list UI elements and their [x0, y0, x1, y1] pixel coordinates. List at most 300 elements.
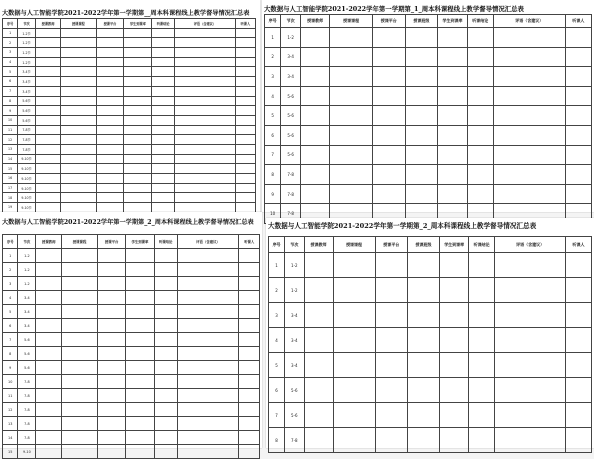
table-cell [493, 47, 565, 67]
table-cell [438, 67, 467, 87]
table-cell: 5-6 [281, 106, 301, 126]
table-cell [440, 303, 469, 328]
table-cell [61, 144, 96, 154]
table-cell [333, 303, 375, 328]
table-cell [177, 403, 239, 417]
table-cell [62, 333, 98, 347]
table-cell [405, 145, 438, 165]
table-cell [61, 154, 96, 164]
table-cell [175, 183, 236, 193]
table-cell: 3-4 [18, 291, 36, 305]
table-cell: 5-6 [285, 378, 304, 403]
table-cell: 3 [269, 303, 285, 328]
table-cell [469, 328, 495, 353]
table-cell [375, 278, 407, 303]
table-cell [62, 403, 98, 417]
table-cell [300, 165, 329, 185]
table-cell [467, 184, 493, 204]
table-cell: 2 [3, 38, 18, 48]
table-cell [175, 57, 236, 67]
table-cell [565, 86, 591, 106]
table-cell [152, 144, 175, 154]
table-cell [235, 174, 255, 184]
table-cell [126, 249, 154, 263]
table-cell [330, 67, 373, 87]
table-cell [61, 77, 96, 87]
table-cell: 5-6 [281, 145, 301, 165]
table-cell: 3-4 [285, 353, 304, 378]
table-row [3, 333, 260, 347]
table-cell [96, 57, 124, 67]
table-cell: 4 [269, 328, 285, 353]
table-row [269, 428, 592, 453]
column-header: 学生到课率 [438, 15, 467, 28]
table-row [3, 417, 260, 431]
table-cell [36, 305, 62, 319]
table-cell: 3-4 [285, 328, 304, 353]
table-cell [333, 378, 375, 403]
table-cell [124, 96, 152, 106]
table-cell [154, 305, 177, 319]
table-cell [438, 184, 467, 204]
table-cell [175, 203, 236, 213]
table-cell: 2 [269, 278, 285, 303]
table-cell [96, 164, 124, 174]
table-cell [300, 125, 329, 145]
table-cell [124, 203, 152, 213]
table-cell [35, 115, 60, 125]
table-cell: 5-6节 [18, 106, 36, 116]
table-cell: 5-6节 [18, 96, 36, 106]
table-cell [154, 431, 177, 445]
table-cell: 5 [3, 67, 18, 77]
table-cell [126, 403, 154, 417]
table-cell [407, 353, 439, 378]
table-cell [152, 154, 175, 164]
table-cell [96, 203, 124, 213]
column-header: 评语（含建议） [493, 15, 565, 28]
table-cell [61, 174, 96, 184]
table-cell: 4 [3, 291, 18, 305]
table-cell [126, 347, 154, 361]
table-cell [62, 277, 98, 291]
table-cell [239, 347, 260, 361]
table-cell [566, 378, 592, 403]
table-cell: 7-8 [281, 184, 301, 204]
table-cell [407, 278, 439, 303]
table-cell [235, 135, 255, 145]
table-cell: 5-6 [281, 86, 301, 106]
table-cell [372, 106, 405, 126]
table-cell [98, 277, 126, 291]
column-header: 听课人 [566, 237, 592, 253]
table-cell [96, 193, 124, 203]
table-cell [96, 77, 124, 87]
table-cell [177, 361, 239, 375]
table-cell [407, 428, 439, 453]
table-cell [333, 253, 375, 278]
table-cell [62, 417, 98, 431]
column-header: 听课人 [565, 15, 591, 28]
table-cell [372, 184, 405, 204]
table-cell [175, 38, 236, 48]
table-cell [62, 375, 98, 389]
table-cell: 8 [265, 165, 281, 185]
table-cell [469, 378, 495, 403]
table-cell: 1-2 [18, 249, 36, 263]
table-row [3, 291, 260, 305]
table-cell: 5 [3, 305, 18, 319]
table-cell [152, 174, 175, 184]
table-cell [438, 165, 467, 185]
table-row [3, 115, 256, 125]
table-cell [98, 347, 126, 361]
table-cell [235, 183, 255, 193]
table-cell: 1-2 [285, 278, 304, 303]
table-cell [565, 165, 591, 185]
table-cell: 5-6 [18, 361, 36, 375]
sheet-title: 大数据与人工智能学院2021-2022学年第一学期第_2_周本科课程线上教学督导情况汇总表 [268, 222, 537, 230]
table-cell: 1-2 [285, 253, 304, 278]
inspection-table [2, 18, 256, 222]
table-cell [36, 333, 62, 347]
table-row [269, 353, 592, 378]
table-cell [98, 305, 126, 319]
table-cell [235, 154, 255, 164]
table-cell [61, 67, 96, 77]
table-cell: 1-2节 [18, 38, 36, 48]
table-cell: 1 [3, 28, 18, 38]
table-cell: 3-4 [18, 305, 36, 319]
table-cell: 8 [3, 96, 18, 106]
table-cell [235, 96, 255, 106]
table-cell [61, 183, 96, 193]
table-cell [124, 28, 152, 38]
table-cell [35, 154, 60, 164]
table-row [269, 303, 592, 328]
table-row [3, 203, 256, 213]
table-cell [407, 303, 439, 328]
table-cell [98, 417, 126, 431]
table-cell [35, 144, 60, 154]
table-cell [124, 77, 152, 87]
table-cell [61, 125, 96, 135]
table-cell [175, 115, 236, 125]
table-cell [235, 38, 255, 48]
table-cell [126, 445, 154, 459]
table-cell [126, 431, 154, 445]
table-cell: 9-10节 [18, 164, 36, 174]
table-cell [35, 67, 60, 77]
table-cell [375, 328, 407, 353]
table-cell: 7-8 [281, 165, 301, 185]
table-cell [330, 165, 373, 185]
table-cell [62, 445, 98, 459]
table-cell [495, 303, 566, 328]
table-cell [152, 125, 175, 135]
table-cell [35, 96, 60, 106]
sheet-title: 大数据与人工智能学院2021-2022学年第一学期第__周本科课程线上教学督导情况汇总表 [2, 10, 250, 17]
table-cell [126, 291, 154, 305]
table-row [269, 403, 592, 428]
table-cell [175, 154, 236, 164]
table-cell [175, 164, 236, 174]
table-cell [239, 249, 260, 263]
table-cell [35, 57, 60, 67]
table-cell [124, 125, 152, 135]
table-cell [98, 403, 126, 417]
table-cell [154, 347, 177, 361]
table-row [3, 38, 256, 48]
table-cell [438, 86, 467, 106]
table-cell [96, 48, 124, 58]
table-row [3, 183, 256, 193]
table-cell [239, 403, 260, 417]
table-cell [96, 125, 124, 135]
table-cell: 11 [3, 389, 18, 403]
table-cell [239, 263, 260, 277]
table-row [3, 277, 260, 291]
table-cell: 7-8 [18, 375, 36, 389]
table-cell: 8 [269, 428, 285, 453]
table-cell [469, 278, 495, 303]
table-cell [438, 47, 467, 67]
table-cell: 7-8 [18, 389, 36, 403]
table-cell: 5-6节 [18, 115, 36, 125]
table-cell [304, 278, 333, 303]
table-cell [124, 164, 152, 174]
table-cell [467, 47, 493, 67]
table-cell [467, 28, 493, 48]
column-header: 学生到课率 [440, 237, 469, 253]
table-cell [124, 67, 152, 77]
table-cell [36, 277, 62, 291]
table-cell [300, 47, 329, 67]
table-cell [330, 47, 373, 67]
table-row [3, 389, 260, 403]
table-cell [35, 48, 60, 58]
table-cell [304, 303, 333, 328]
table-cell [124, 48, 152, 58]
table-row [265, 28, 592, 48]
table-cell [35, 86, 60, 96]
table-cell [126, 305, 154, 319]
table-cell [565, 106, 591, 126]
table-row [269, 378, 592, 403]
table-cell [96, 154, 124, 164]
table-row [3, 249, 260, 263]
table-cell [124, 193, 152, 203]
table-cell [440, 253, 469, 278]
table-cell [152, 57, 175, 67]
table-cell: 9-10节 [18, 174, 36, 184]
table-cell: 1-2节 [18, 48, 36, 58]
table-cell [375, 378, 407, 403]
column-header: 听课人 [239, 235, 260, 249]
table-cell: 14 [3, 431, 18, 445]
table-cell [98, 375, 126, 389]
table-cell [35, 38, 60, 48]
table-cell [177, 431, 239, 445]
table-cell: 7 [3, 86, 18, 96]
table-cell [175, 96, 236, 106]
table-cell [61, 86, 96, 96]
table-cell: 17 [3, 183, 18, 193]
table-cell: 3 [265, 67, 281, 87]
table-cell [98, 431, 126, 445]
table-cell [375, 353, 407, 378]
table-row [3, 106, 256, 116]
table-cell [96, 174, 124, 184]
table-cell [493, 28, 565, 48]
table-cell [152, 77, 175, 87]
table-cell [300, 67, 329, 87]
column-header: 授课课程 [330, 15, 373, 28]
table-cell [152, 86, 175, 96]
table-cell [126, 263, 154, 277]
table-cell [177, 333, 239, 347]
table-cell [330, 184, 373, 204]
table-cell [177, 417, 239, 431]
table-cell [124, 106, 152, 116]
table-cell [98, 389, 126, 403]
table-cell [405, 184, 438, 204]
table-cell [493, 86, 565, 106]
sheet-title: 大数据与人工智能学院2021-2022学年第一学期第_1_周本科课程线上教学督导情况汇总表 [264, 5, 524, 13]
table-cell [62, 291, 98, 305]
table-cell [61, 57, 96, 67]
column-header: 听课结论 [154, 235, 177, 249]
table-cell [493, 184, 565, 204]
table-cell [175, 174, 236, 184]
table-cell [566, 303, 592, 328]
table-cell [239, 361, 260, 375]
table-cell [235, 144, 255, 154]
table-cell: 10 [3, 115, 18, 125]
table-cell: 5-6 [281, 125, 301, 145]
table-cell [62, 305, 98, 319]
table-cell [96, 106, 124, 116]
table-cell [372, 125, 405, 145]
table-cell [405, 67, 438, 87]
table-row [265, 86, 592, 106]
table-cell: 1-2 [18, 263, 36, 277]
table-cell [467, 165, 493, 185]
column-header: 授课课程 [333, 237, 375, 253]
table-cell: 7-8 [281, 204, 301, 224]
table-cell [239, 291, 260, 305]
table-cell: 3 [3, 48, 18, 58]
column-header: 授课班级 [407, 237, 439, 253]
table-header-row [265, 15, 592, 28]
table-cell [469, 428, 495, 453]
table-cell [62, 263, 98, 277]
table-cell [566, 278, 592, 303]
table-row [3, 67, 256, 77]
column-header: 授课平台 [98, 235, 126, 249]
table-cell [152, 193, 175, 203]
table-cell [493, 67, 565, 87]
column-header: 节次 [18, 235, 36, 249]
table-cell [175, 144, 236, 154]
column-header: 学生到课率 [124, 19, 152, 29]
table-cell: 3-4 [18, 319, 36, 333]
table-cell [61, 135, 96, 145]
column-header: 节次 [281, 15, 301, 28]
table-cell [467, 106, 493, 126]
table-cell [177, 263, 239, 277]
table-cell: 7-8 [18, 431, 36, 445]
table-cell [235, 86, 255, 96]
column-header: 序号 [3, 235, 18, 249]
table-cell: 7 [269, 403, 285, 428]
table-cell [239, 277, 260, 291]
table-cell: 1 [265, 28, 281, 48]
table-cell [35, 125, 60, 135]
table-cell [62, 347, 98, 361]
table-cell: 5-6 [18, 347, 36, 361]
table-row [265, 184, 592, 204]
table-cell [566, 403, 592, 428]
table-cell [98, 263, 126, 277]
table-cell [175, 77, 236, 87]
table-cell [495, 328, 566, 353]
table-row [3, 48, 256, 58]
table-row [265, 145, 592, 165]
table-cell: 9-10节 [18, 193, 36, 203]
table-cell [98, 445, 126, 459]
table-cell [438, 125, 467, 145]
table-cell [235, 106, 255, 116]
table-cell [152, 38, 175, 48]
table-cell: 4 [265, 86, 281, 106]
table-cell [61, 203, 96, 213]
table-cell [304, 253, 333, 278]
table-cell [566, 253, 592, 278]
table-cell [36, 347, 62, 361]
column-header: 听课结论 [467, 15, 493, 28]
table-cell [175, 28, 236, 38]
table-row [265, 165, 592, 185]
table-row [265, 125, 592, 145]
table-row [3, 403, 260, 417]
table-cell [154, 319, 177, 333]
sheet-week-2-b [266, 218, 594, 448]
table-cell: 14 [3, 154, 18, 164]
table-cell [61, 28, 96, 38]
table-cell [152, 115, 175, 125]
table-cell: 7 [3, 333, 18, 347]
column-header: 授课课程 [61, 19, 96, 29]
table-cell [175, 135, 236, 145]
column-header: 节次 [18, 19, 36, 29]
table-cell [469, 353, 495, 378]
table-cell [495, 428, 566, 453]
table-cell [124, 183, 152, 193]
table-cell [440, 403, 469, 428]
table-cell: 6 [269, 378, 285, 403]
table-cell: 7 [265, 145, 281, 165]
table-cell [566, 428, 592, 453]
table-cell: 7-8 [285, 428, 304, 453]
table-cell [407, 253, 439, 278]
table-cell [300, 28, 329, 48]
table-row [3, 154, 256, 164]
table-cell [372, 165, 405, 185]
table-cell [124, 135, 152, 145]
table-cell: 7-8节 [18, 144, 36, 154]
table-cell: 9 [265, 184, 281, 204]
